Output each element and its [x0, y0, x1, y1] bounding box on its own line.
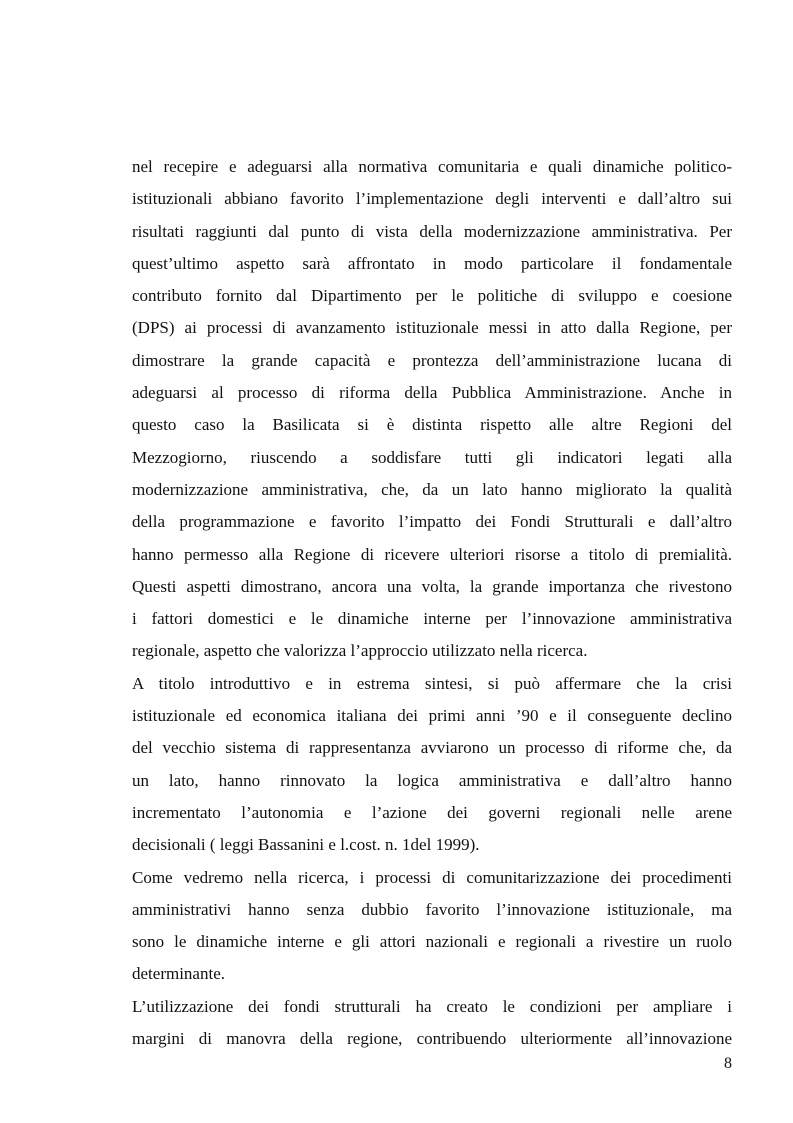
- body-text: [132, 151, 732, 1055]
- text-line: modernizzazione amministrativa, che, da un lato hanno migliorato la qualità: [132, 479, 732, 499]
- text-line: A titolo introduttivo e in estrema sintesi, si può affermare che la crisi: [132, 673, 732, 693]
- text-line: quest’ultimo aspetto sarà affrontato in modo particolare il fondamentale: [132, 253, 732, 273]
- text-line: incrementato l’autonomia e l’azione dei governi regionali nelle arene: [132, 802, 732, 822]
- text-line: istituzionali abbiano favorito l’implementazione degli interventi e dall’altro sui: [132, 189, 732, 209]
- text-line: contributo fornito dal Dipartimento per le politiche di sviluppo e coesione: [132, 286, 732, 306]
- text-line: Questi aspetti dimostrano, ancora una volta, la grande importanza che rivestono: [132, 576, 732, 596]
- text-line: risultati raggiunti dal punto di vista della modernizzazione amministrativa. Per: [132, 221, 732, 241]
- text-line: nel recepire e adeguarsi alla normativa comunitaria e quali dinamiche politico-: [132, 157, 732, 176]
- text-line: L’utilizzazione dei fondi strutturali ha creato le condizioni per ampliare i: [132, 996, 732, 1016]
- text-line: margini di manovra della regione, contribuendo ulteriormente all’innovazione: [132, 1029, 732, 1049]
- text-line: hanno permesso alla Regione di ricevere ulteriori risorse a titolo di premialità.: [132, 544, 732, 564]
- page-number: 8: [724, 1055, 732, 1072]
- text-line: adeguarsi al processo di riforma della Pubblica Amministrazione. Anche in: [132, 383, 732, 403]
- text-line: istituzionale ed economica italiana dei primi anni ’90 e il conseguente declino: [132, 706, 732, 726]
- text-line: (DPS) ai processi di avanzamento istituzionale messi in atto dalla Regione, per: [132, 318, 732, 338]
- text-line: Come vedremo nella ricerca, i processi di comunitarizzazione dei procedimenti: [132, 867, 732, 887]
- text-line: un lato, hanno rinnovato la logica amministrativa e dall’altro hanno: [132, 770, 732, 790]
- text-line: determinante.: [132, 964, 225, 984]
- text-line: della programmazione e favorito l’impatto dei Fondi Strutturali e dall’altro: [132, 512, 732, 532]
- text-line: questo caso la Basilicata si è distinta rispetto alle altre Regioni del: [132, 415, 732, 435]
- text-line: regionale, aspetto che valorizza l’approccio utilizzato nella ricerca.: [132, 641, 588, 661]
- text-line: i fattori domestici e le dinamiche interne per l’innovazione amministrativa: [132, 609, 732, 629]
- text-line: del vecchio sistema di rappresentanza avviarono un processo di riforme che, da: [132, 738, 732, 758]
- text-line: Mezzogiorno, riuscendo a soddisfare tutti gli indicatori legati alla: [132, 447, 732, 467]
- text-line: sono le dinamiche interne e gli attori nazionali e regionali a rivestire un ruolo: [132, 932, 732, 952]
- text-line: amministrativi hanno senza dubbio favorito l’innovazione istituzionale, ma: [132, 899, 732, 919]
- text-line: dimostrare la grande capacità e prontezza dell’amministrazione lucana di: [132, 350, 732, 370]
- text-line: decisionali ( leggi Bassanini e l.cost. n. 1del 1999).: [132, 835, 480, 855]
